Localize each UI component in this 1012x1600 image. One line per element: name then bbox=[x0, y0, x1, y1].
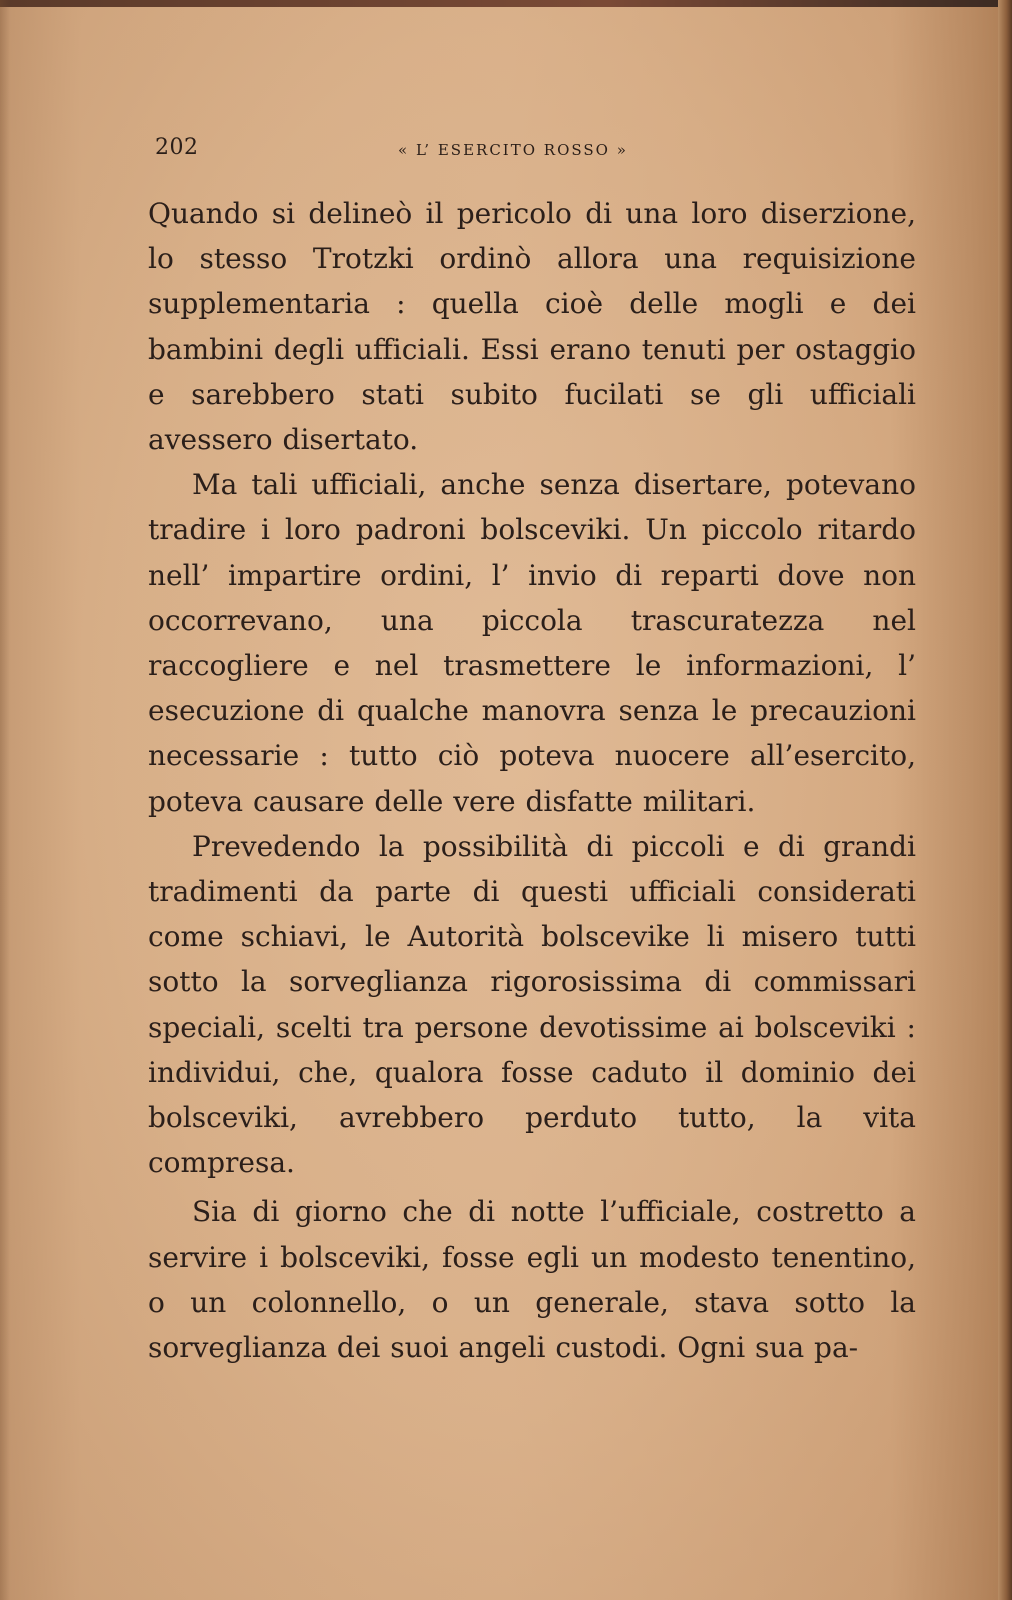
page-right-edge bbox=[998, 0, 1012, 1600]
paragraph-3: Prevedendo la possibilità di piccoli e di grandi tradimenti da parte di questi ufficiali considerati come schiavi, le Autorità bolscevike li misero tutti sotto la sorveglianza rigorosissima di commissari speciali, scelti tra persone devotissime ai bolsceviki : individui, che, qualora fosse caduto il dominio dei bolsceviki, avrebbero perduto tutto, la vita compresa. bbox=[148, 829, 916, 1180]
running-head: « L’ ESERCITO ROSSO » bbox=[398, 141, 628, 159]
page-number: 202 bbox=[155, 135, 199, 160]
paragraph-4: Sia di giorno che di notte l’ufficiale, costretto a servire i bolsceviki, fosse egli un modesto tenentino, o un colonnello, o un generale, stava sotto la sorveglianza dei suoi angeli custodi. Ogni sua pa- bbox=[148, 1195, 916, 1365]
page-top-edge bbox=[0, 0, 1012, 7]
body-text bbox=[148, 191, 916, 1370]
paragraph-2: Ma tali ufficiali, anche senza disertare, potevano tradire i loro padroni bolsceviki. Un piccolo ritardo nell’ impartire ordini, l’ invio di reparti dove non occorrevano, una piccola trascuratezza nel raccogliere e nel trasmettere le informazioni, l’ esecuzione di qualche manovra senza le precauzioni necessarie : tutto ciò poteva nuocere all’esercito, poteva causare delle vere disfatte militari. bbox=[148, 468, 916, 818]
paragraph-1: Quando si delineò il pericolo di una loro diserzione, lo stesso Trotzki ordinò allora una requisizione supplementaria : quella cioè delle mogli e dei bambini degli ufficiali. Essi erano tenuti per ostaggio e sarebbero stati subito fucilati se gli ufficiali avessero disertato. bbox=[148, 197, 916, 457]
page-header bbox=[155, 135, 915, 171]
page-left-shadow bbox=[0, 0, 10, 1600]
